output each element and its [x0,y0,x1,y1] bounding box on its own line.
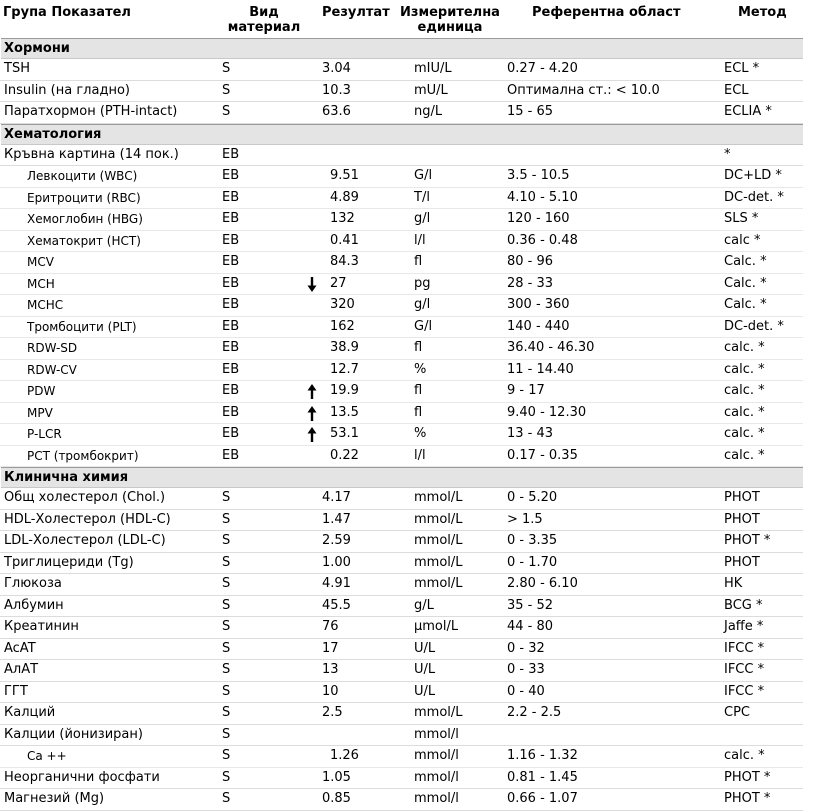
material-cell: EB [222,275,240,291]
test-name: Тромбоцити (PLT) [27,319,137,334]
reference-cell: 300 - 360 [507,297,570,312]
arrow-up-icon [307,384,319,399]
column-header-row [0,0,815,38]
unit-cell: T/l [414,189,430,205]
material-cell: S [222,597,231,613]
unit-cell: mmol/l [414,791,459,806]
section-header: Клинична химия [1,467,803,488]
method-cell: IFCC * [724,683,765,699]
unit-cell: mmol/L [414,511,463,527]
material-cell: S [222,554,231,570]
table-row [0,360,803,382]
test-name: PDW [27,384,56,398]
method-cell: HK [724,576,743,591]
material-cell: EB [222,146,240,162]
table-row [0,81,803,103]
method-cell: Calc. * [724,275,767,291]
reference-cell: 28 - 33 [507,275,554,291]
unit-cell: mmol/l [414,748,459,763]
material-cell: S [222,705,231,720]
result-cell: 1.05 [322,769,351,785]
table-row [0,703,803,725]
method-cell: calc. * [724,426,765,441]
arrow-up-icon [307,406,319,421]
test-name: PCT (тромбокрит) [27,448,139,463]
material-cell: EB [222,383,240,398]
method-cell: PHOT * [724,769,771,785]
unit-cell: l/l [414,232,426,248]
reference-cell: 35 - 52 [507,597,554,613]
material-cell: S [222,533,231,548]
result-cell: 38.9 [330,340,359,355]
table-row [0,725,803,747]
table-row [0,295,803,317]
table-row [0,145,803,167]
table-row [0,446,803,468]
table-row [0,574,803,596]
section-header: Хематология [1,124,803,145]
test-name: Хемоглобин (HBG) [27,212,143,226]
result-cell: 4.91 [322,576,351,591]
test-name: MCH [27,276,55,291]
reference-cell: 0 - 40 [507,683,545,699]
header-method: Метод [738,5,787,20]
reference-cell: 120 - 160 [507,211,570,226]
unit-cell: % [414,361,427,377]
unit-cell: mmol/L [414,533,463,548]
reference-cell: 140 - 440 [507,318,570,334]
test-name: Хематокрит (HCT) [27,233,141,248]
method-cell: calc * [724,232,761,248]
header-material-line2: материал [227,20,301,35]
method-cell: calc. * [724,383,765,398]
test-name: Магнезий (Mg) [4,791,105,806]
arrow-down-icon [307,277,319,292]
material-cell: S [222,726,231,742]
method-cell: Jaffe * [724,619,764,634]
material-cell: S [222,748,231,763]
material-cell: EB [222,426,240,441]
header-unit [395,5,505,35]
method-cell: IFCC * [724,640,765,656]
material-cell: S [222,61,231,76]
material-cell: S [222,82,231,98]
test-name: Калций [4,705,56,720]
test-name: TSH [4,61,30,76]
table-row [0,209,803,231]
header-reference: Референтна област [532,5,681,20]
unit-cell: pg [414,275,431,291]
reference-cell: 13 - 43 [507,426,554,441]
test-name: Левкоцити (WBC) [27,169,138,183]
header-result: Резултат [322,5,390,20]
unit-cell: fl [414,404,423,420]
test-name: MPV [27,405,53,420]
unit-cell: mIU/L [414,61,452,76]
method-cell: calc. * [724,340,765,355]
table-row [0,617,803,639]
table-row [0,553,803,575]
table-row [0,596,803,618]
result-cell: 63.6 [322,104,351,119]
unit-cell: fl [414,254,423,269]
material-cell: EB [222,168,240,183]
test-name: MCV [27,255,54,269]
reference-cell: 2.2 - 2.5 [507,705,562,720]
header-material-line1: Вид [249,5,279,20]
result-cell: 12.7 [330,361,359,377]
unit-cell: mmol/L [414,576,463,591]
result-cell: 320 [330,297,355,312]
method-cell: IFCC * [724,662,765,677]
method-cell: PHOT [724,511,760,527]
header-material [222,5,306,35]
result-cell: 132 [330,211,355,226]
material-cell: S [222,619,231,634]
unit-cell: mU/L [414,82,448,98]
header-unit-line2: единица [417,20,483,35]
material-cell: EB [222,254,240,269]
method-cell: PHOT * [724,791,771,806]
reference-cell: 0 - 5.20 [507,490,558,505]
method-cell: ECL * [724,61,760,76]
reference-cell: 36.40 - 46.30 [507,340,595,355]
method-cell: PHOT [724,490,760,505]
table-row [0,317,803,339]
unit-cell: mmol/L [414,490,463,505]
unit-cell: g/l [414,211,431,226]
reference-cell: 9 - 17 [507,383,545,398]
test-name: MCHC [27,298,64,312]
unit-cell: mmol/L [414,705,463,720]
result-cell: 4.17 [322,490,351,505]
method-cell: ECL [724,82,749,98]
method-cell: DC+LD * [724,168,782,183]
unit-cell: G/l [414,318,433,334]
unit-cell: mmol/L [414,554,463,570]
method-cell: calc. * [724,748,765,763]
unit-cell: fl [414,340,423,355]
unit-cell: U/L [414,640,436,656]
test-name: Паратхормон (PTH-intact) [4,104,178,119]
table-row [0,338,803,360]
material-cell: S [222,662,231,677]
material-cell: EB [222,340,240,355]
material-cell: S [222,683,231,699]
reference-cell: 0 - 1.70 [507,554,558,570]
test-name: Ca ++ [27,749,67,763]
material-cell: EB [222,189,240,205]
result-cell: 10.3 [322,82,351,98]
header-name: Група Показател [3,5,131,20]
material-cell: EB [222,211,240,226]
result-cell: 4.89 [330,189,359,205]
reference-cell: > 1.5 [507,511,543,527]
test-name: Еритроцити (RBC) [27,190,141,205]
material-cell: EB [222,297,240,312]
test-name: HDL-Холестерол (HDL-C) [4,511,171,527]
material-cell: S [222,511,231,527]
reference-cell: 4.10 - 5.10 [507,189,578,205]
reference-cell: 1.16 - 1.32 [507,748,578,763]
unit-cell: fl [414,383,423,398]
material-cell: EB [222,447,240,463]
test-name: АлАТ [4,662,39,677]
method-cell: * [724,146,731,162]
table-row [0,789,803,811]
result-cell: 84.3 [330,254,359,269]
table-row [0,660,803,682]
reference-cell: 0.66 - 1.07 [507,791,578,806]
result-cell: 0.41 [330,232,359,248]
unit-cell: mmol/l [414,769,459,785]
arrow-up-icon [307,427,319,442]
result-cell: 76 [322,619,339,634]
reference-cell: 80 - 96 [507,254,554,269]
result-cell: 13.5 [330,404,359,420]
reference-cell: 15 - 65 [507,104,554,119]
unit-cell: g/l [414,297,431,312]
material-cell: S [222,490,231,505]
test-name: Триглицериди (Tg) [4,554,134,570]
unit-cell: U/L [414,662,436,677]
method-cell: Calc. * [724,297,767,312]
reference-cell: 0 - 32 [507,640,545,656]
result-cell: 1.00 [322,554,351,570]
test-name: ГГТ [4,683,28,699]
section-header: Хормони [1,38,803,59]
unit-cell: U/L [414,683,436,699]
table-row [0,768,803,790]
result-cell: 3.04 [322,61,351,76]
method-cell: calc. * [724,447,765,463]
result-cell: 27 [330,275,347,291]
result-cell: 0.85 [322,791,351,806]
reference-cell: 2.80 - 6.10 [507,576,578,591]
reference-cell: Оптимална ст.: < 10.0 [507,82,660,98]
reference-cell: 0 - 33 [507,662,545,677]
table-row [0,403,803,425]
test-name: RDW-SD [27,341,78,355]
material-cell: EB [222,232,240,248]
test-name: Общ холестерол (Chol.) [4,490,166,505]
method-cell: DC-det. * [724,189,784,205]
table-row [0,252,803,274]
result-cell: 10 [322,683,339,699]
test-name: Креатинин [4,619,79,634]
reference-cell: 0.36 - 0.48 [507,232,578,248]
method-cell: CPC [724,705,750,720]
material-cell: S [222,791,231,806]
method-cell: BCG * [724,597,763,613]
unit-cell: G/l [414,168,433,183]
test-name: AcAT [4,640,36,656]
reference-cell: 44 - 80 [507,619,554,634]
method-cell: DC-det. * [724,318,784,334]
result-cell: 53.1 [330,426,359,441]
test-name: Калции (йонизиран) [4,726,143,742]
unit-cell: % [414,426,427,441]
result-cell: 9.51 [330,168,359,183]
material-cell: S [222,640,231,656]
test-name: Глюкоза [4,576,62,591]
unit-cell: g/L [414,597,434,613]
test-name: Insulin (на гладно) [4,82,130,98]
result-cell: 19.9 [330,383,359,398]
table-row [0,231,803,253]
result-cell: 2.59 [322,533,351,548]
table-row [0,102,803,124]
result-cell: 45.5 [322,597,351,613]
material-cell: S [222,104,231,119]
result-cell: 17 [322,640,339,656]
table-row [0,510,803,532]
reference-cell: 0.81 - 1.45 [507,769,578,785]
material-cell: S [222,576,231,591]
method-cell: Calc. * [724,254,767,269]
header-unit-line1: Измерителна [400,5,500,20]
result-cell: 1.47 [322,511,351,527]
table-row [0,274,803,296]
table-row [0,531,803,553]
test-name: LDL-Холестерол (LDL-C) [4,533,166,548]
material-cell: EB [222,361,240,377]
material-cell: EB [222,404,240,420]
test-name: P-LCR [27,427,62,441]
result-cell: 1.26 [330,748,359,763]
material-cell: S [222,769,231,785]
method-cell: calc. * [724,404,765,420]
method-cell: ECLIA * [724,104,772,119]
sections-container [0,38,815,811]
unit-cell: µmol/L [414,619,459,634]
table-row [0,381,803,403]
table-row [0,424,803,446]
reference-cell: 0 - 3.35 [507,533,558,548]
reference-cell: 3.5 - 10.5 [507,168,570,183]
reference-cell: 9.40 - 12.30 [507,404,587,420]
reference-cell: 0.17 - 0.35 [507,447,578,463]
table-row [0,166,803,188]
result-cell: 162 [330,318,355,334]
table-row [0,639,803,661]
test-name: RDW-CV [27,362,77,377]
table-row [0,59,803,81]
reference-cell: 11 - 14.40 [507,361,574,377]
method-cell: PHOT [724,554,760,570]
table-row [0,746,803,768]
table-row [0,682,803,704]
unit-cell: l/l [414,447,426,463]
unit-cell: ng/L [414,104,443,119]
result-cell: 2.5 [322,705,343,720]
method-cell: SLS * [724,211,759,226]
result-cell: 0.22 [330,447,359,463]
reference-cell: 0.27 - 4.20 [507,61,578,76]
result-cell: 13 [322,662,339,677]
test-name: Албумин [4,597,64,613]
table-row [0,488,803,510]
method-cell: calc. * [724,361,765,377]
method-cell: PHOT * [724,533,771,548]
test-name: Неорганични фосфати [4,769,160,785]
test-name: Кръвна картина (14 пок.) [4,146,179,162]
table-row [0,188,803,210]
material-cell: EB [222,318,240,334]
unit-cell: mmol/l [414,726,459,742]
